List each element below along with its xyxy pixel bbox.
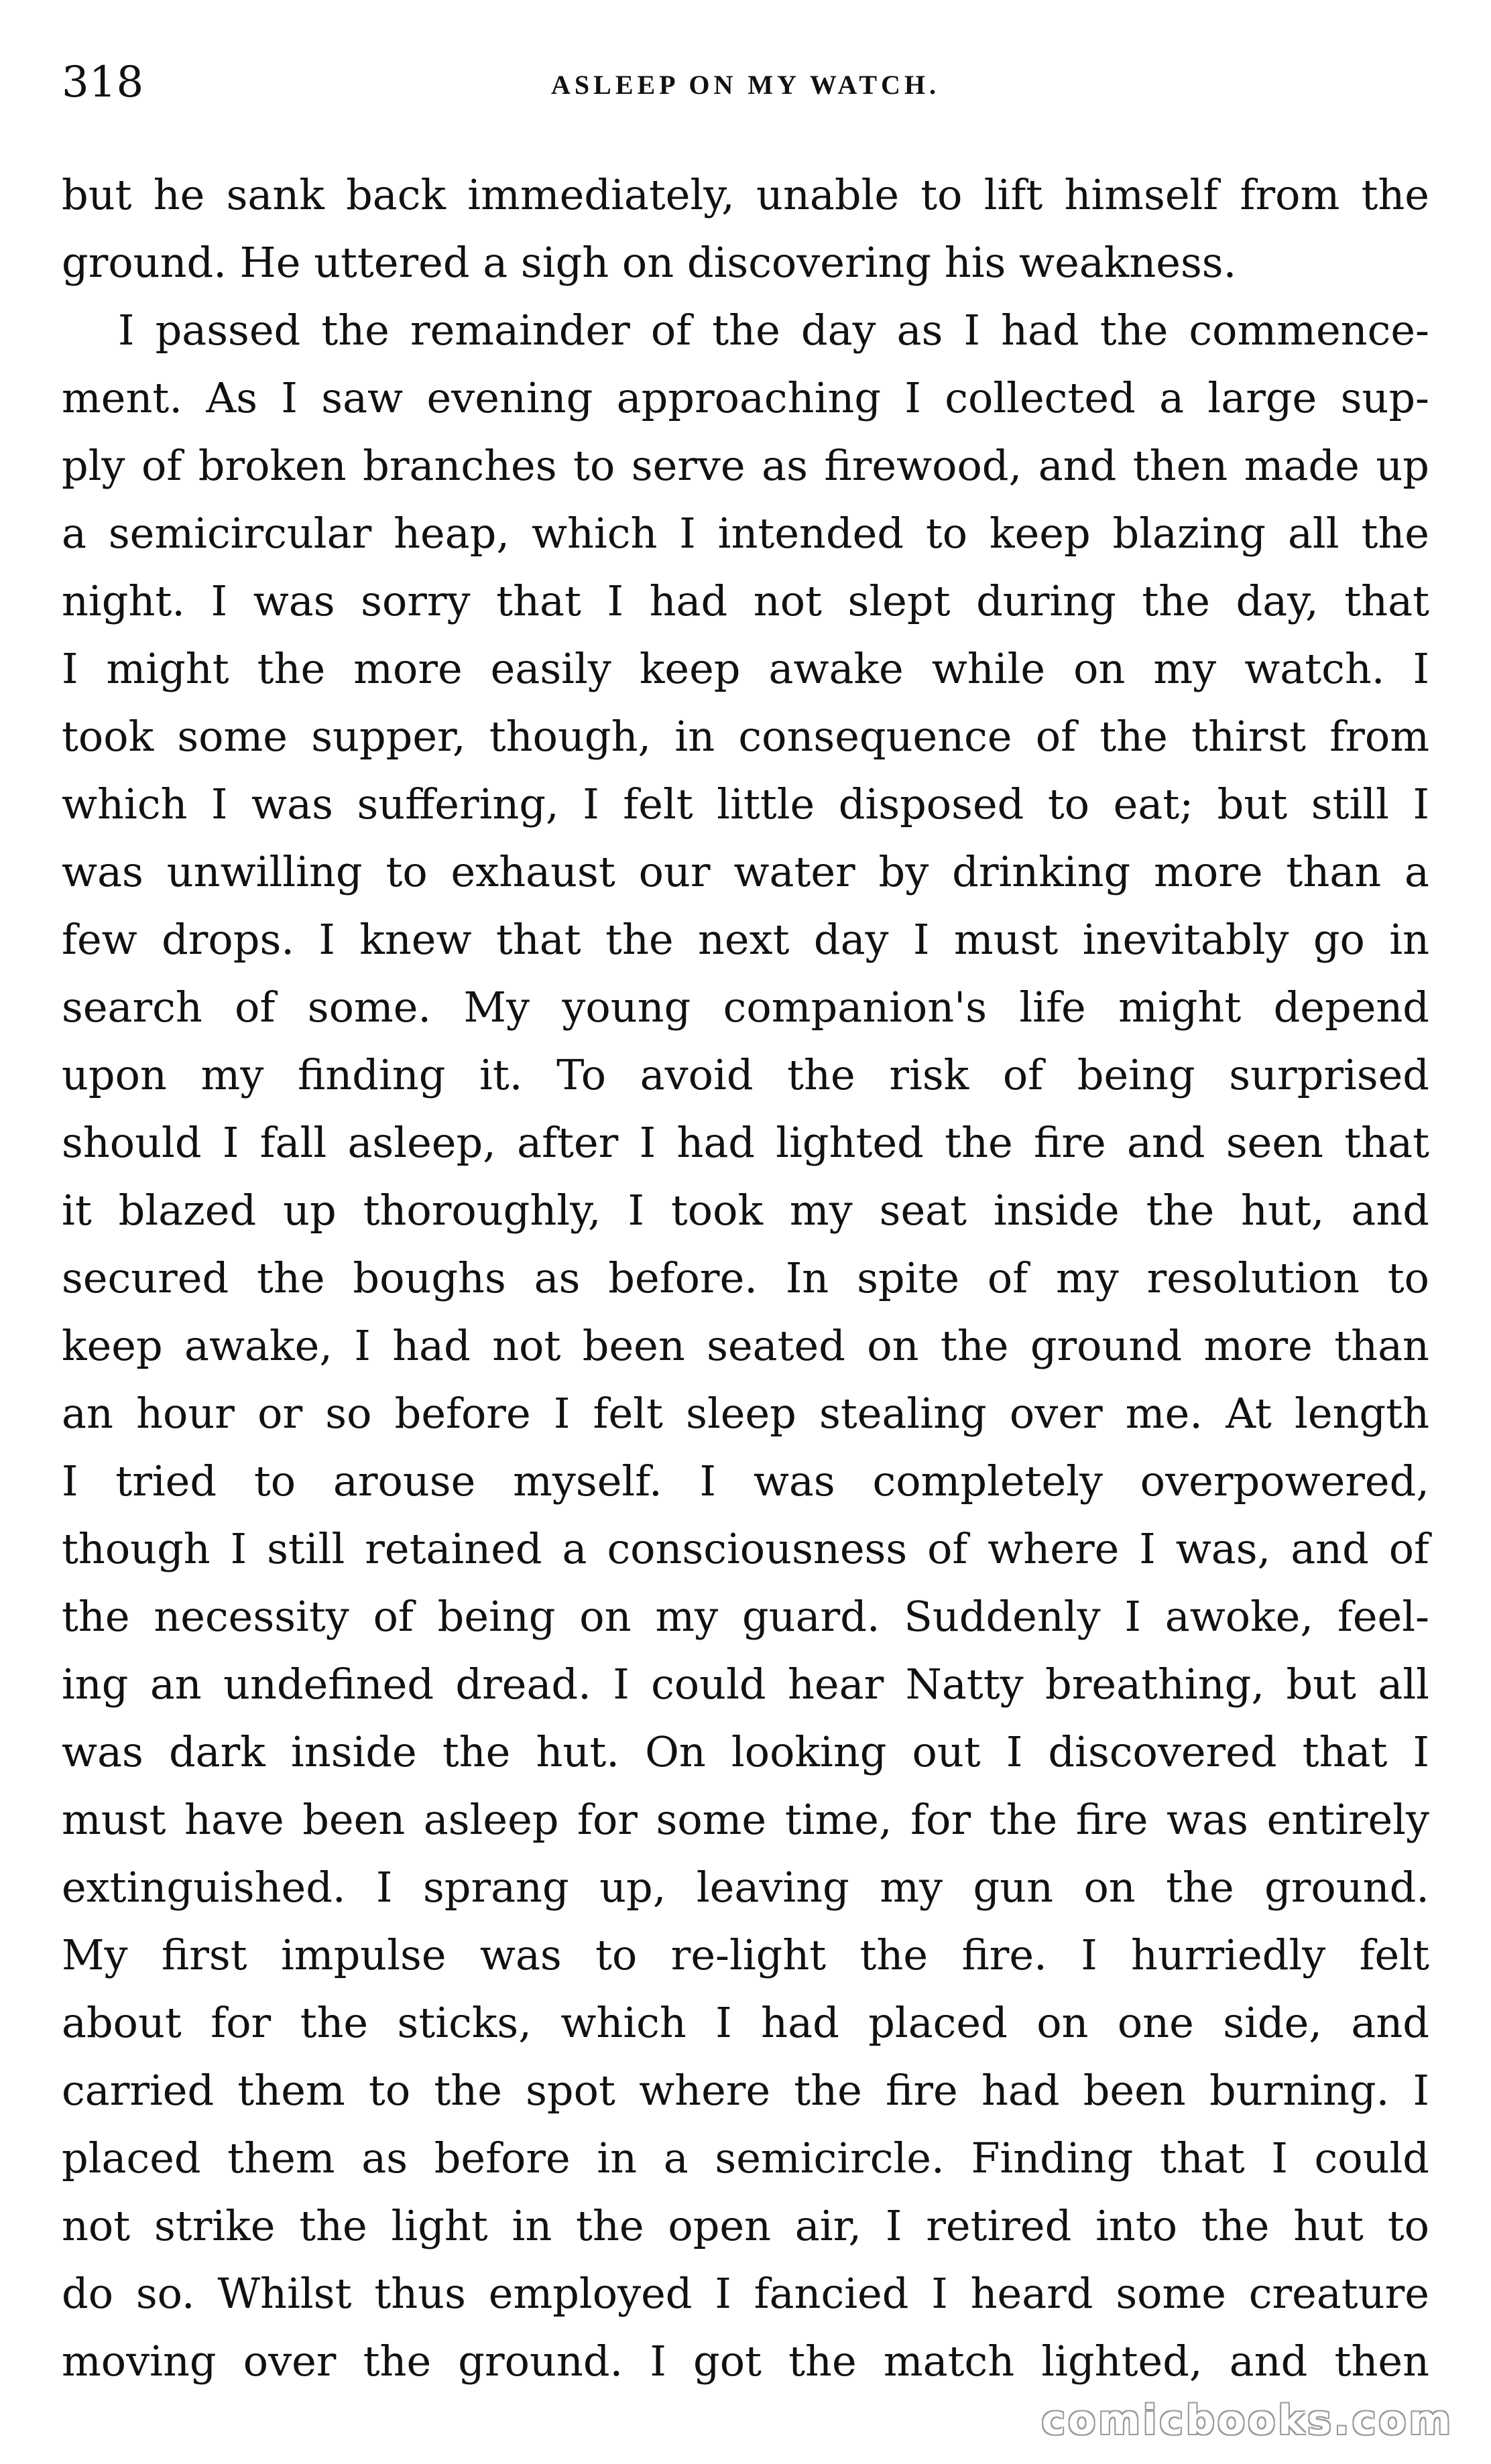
text-line: placed them as before in a semicircle. Finding that I could [62,2134,1429,2182]
text-line: search of some. My young companion's life might depend [62,983,1429,1032]
text-line: few drops. I knew that the next day I must inevitably go in [62,915,1429,964]
body-text [62,161,1429,2395]
text-line: an hour or so before I felt sleep stealing over me. At length [62,1389,1429,1438]
text-line: My first impulse was to re-light the fire. I hurriedly felt [62,1930,1429,1979]
text-line: about for the sticks, which I had placed on one side, and [62,1998,1429,2047]
text-line: ing an undefined dread. I could hear Natty breathing, but all [62,1660,1429,1709]
running-header: ASLEEP ON MY WATCH. [551,70,940,100]
text-line: must have been asleep for some time, for the fire was entirely [62,1795,1429,1844]
text-line: do so. Whilst thus employed I fancied I heard some creature [62,2269,1429,2318]
text-line: ply of broken branches to serve as firewood, and then made up [62,441,1429,490]
text-line: it blazed up thoroughly, I took my seat inside the hut, and [62,1186,1429,1235]
text-line: I might the more easily keep awake while on my watch. I [62,644,1429,693]
text-line: upon my finding it. To avoid the risk of being surprised [62,1050,1429,1099]
page-number: 318 [62,58,144,107]
text-line: but he sank back immediately, unable to lift himself from the [62,170,1429,219]
text-line: which I was suffering, I felt little disposed to eat; but still I [62,780,1429,828]
text-line: ment. As I saw evening approaching I collected a large sup- [62,373,1429,422]
text-line: carried them to the spot where the fire had been burning. I [62,2066,1429,2115]
text-line: should I fall asleep, after I had lighted the fire and seen that [62,1118,1429,1167]
text-line: was unwilling to exhaust our water by drinking more than a [62,847,1429,896]
text-line: took some supper, though, in consequence of the thirst from [62,712,1429,761]
text-line: ground. He uttered a sigh on discovering his weakness. [62,238,1237,287]
text-line: a semicircular heap, which I intended to keep blazing all the [62,509,1429,558]
text-line: I tried to arouse myself. I was completely overpowered, [62,1457,1429,1505]
text-line: keep awake, I had not been seated on the ground more than [62,1321,1429,1370]
text-line: not strike the light in the open air, I retired into the hut to [62,2201,1429,2250]
text-line: night. I was sorry that I had not slept during the day, that [62,576,1429,625]
text-line: extinguished. I sprang up, leaving my gun on the ground. [62,1863,1429,1912]
text-line: secured the boughs as before. In spite of my resolution to [62,1253,1429,1302]
text-line: though I still retained a consciousness of where I was, and of [62,1524,1429,1573]
text-line: moving over the ground. I got the match lighted, and then [62,2337,1429,2386]
text-line: was dark inside the hut. On looking out I discovered that I [62,1727,1429,1776]
watermark: comicbooks.com [1041,2397,1453,2444]
text-line: I passed the remainder of the day as I had the commence- [118,306,1429,355]
text-line: the necessity of being on my guard. Suddenly I awoke, feel- [62,1592,1429,1641]
